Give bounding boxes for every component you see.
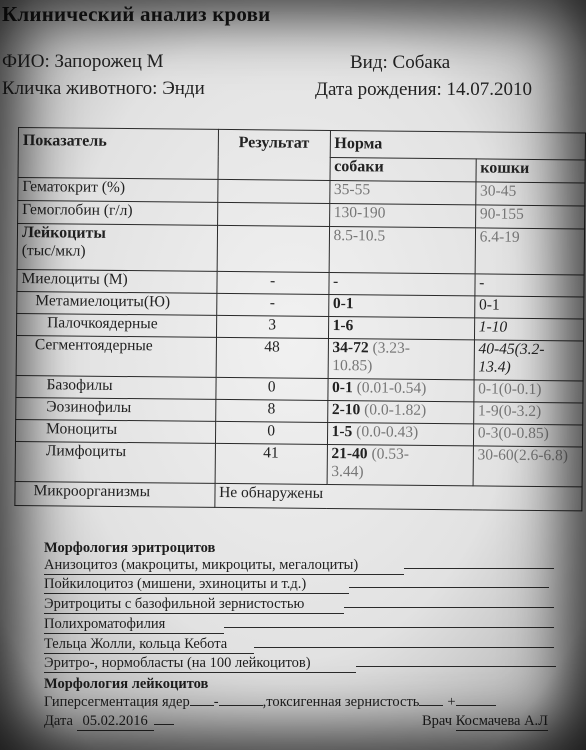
row-norm-dogs (327, 444, 473, 485)
norm-dogs-main: 0-1 (331, 379, 353, 397)
pet-name-row (2, 78, 205, 100)
norm-dogs-main: 34-72 (332, 339, 369, 357)
row-norm-cats: 1-9(0-3.2) (473, 402, 583, 425)
row-name: Гемоглобин (г/л) (18, 201, 218, 226)
doctor-label: Врач (422, 713, 453, 729)
norm-dogs-abs: (3.23- (372, 339, 411, 357)
morph-line: Полихроматофилия (44, 616, 554, 634)
species-row (350, 52, 450, 74)
row-result: Не обнаружены (214, 483, 582, 511)
owner-value: Запорожец М (54, 51, 164, 72)
dob-value: 14.07.2010 (446, 79, 532, 100)
date-label: Дата (44, 713, 73, 729)
row-norm-cats: 0-3(0-0.85) (473, 424, 583, 447)
header-dogs: собаки (330, 157, 476, 181)
table-row (17, 224, 584, 275)
row-name-unit: (тыс/мкл) (21, 242, 86, 260)
row-result: 0 (216, 377, 328, 400)
row-result: 0 (215, 421, 327, 444)
row-name: Эозинофилы (16, 397, 216, 421)
row-norm-cats: 1-10 (474, 318, 584, 341)
norm-cats-main: 40-45(3.2- (478, 340, 545, 359)
row-name: Метамиелоциты(Ю) (17, 291, 217, 315)
morph-line: Эритроциты с базофильной зернистостью (44, 596, 554, 614)
norm-dogs-main: 21-40 (331, 445, 368, 463)
row-norm-dogs: - (328, 272, 474, 295)
wbc-morphology-title: Морфология лейкоцитов (44, 676, 209, 692)
row-name-main: Лейкоциты (21, 224, 107, 242)
table-row (15, 441, 582, 486)
norm-dogs-abs: (0.0-1.82) (364, 401, 427, 419)
date-row (44, 713, 174, 731)
date-value: 05.02.2016 (77, 713, 154, 731)
row-norm-dogs (327, 422, 473, 445)
species-label: Вид: (350, 52, 388, 73)
row-name: Моноциты (15, 419, 215, 443)
row-result (217, 179, 329, 203)
header-cats: кошки (476, 159, 586, 183)
norm-dogs-main: 2-10 (331, 401, 361, 419)
toxic-value: + (447, 694, 456, 710)
row-norm-dogs: 35-55 (329, 180, 475, 204)
results-table (14, 127, 586, 511)
table-row (15, 481, 582, 510)
row-norm-cats: 0-1 (474, 296, 584, 319)
doctor-name: Космачева А.Л (455, 713, 549, 729)
table-row (16, 335, 583, 380)
row-norm-cats (474, 340, 584, 381)
report-title: Клинический анализ крови (2, 2, 271, 26)
morph-line: Тельца Жолли, кольца Кебота (44, 636, 554, 654)
row-norm-dogs: 0-1 (328, 294, 474, 317)
dob-label: Дата рождения: (315, 79, 442, 100)
row-result: 41 (215, 443, 327, 484)
row-name (17, 224, 217, 272)
header-result: Результат (218, 129, 330, 180)
row-norm-dogs: 1-6 (328, 316, 474, 339)
row-name: Гематокрит (%) (18, 178, 218, 203)
pet-name-value: Энди (162, 78, 205, 99)
morph-line: Пойкилоцитоз (мишени, эхиноциты и т.д.) (44, 576, 549, 594)
row-result: - (216, 293, 328, 316)
owner-label: ФИО: (2, 51, 50, 72)
header-norm: Норма (330, 130, 586, 159)
row-norm-cats: 6.4-19 (475, 228, 585, 275)
header-indicator: Показатель (18, 128, 218, 180)
row-name: Микроорганизмы (15, 481, 215, 507)
row-name: Палочкоядерные (16, 313, 216, 337)
row-name: Миелоциты (М) (17, 269, 217, 293)
table-header-row (18, 128, 585, 160)
pet-name-label: Кличка животного: (2, 78, 158, 99)
row-norm-dogs (328, 338, 474, 379)
row-result: 8 (215, 399, 327, 422)
morph-line: Анизоцитоз (макроциты, микроциты, мегалоциты) (44, 557, 554, 575)
row-norm-cats: 30-60(2.6-6.8) (473, 446, 583, 487)
doctor-row (422, 713, 548, 731)
row-result: - (217, 271, 329, 294)
row-name: Сегментоядерные (16, 335, 216, 377)
row-norm-dogs (327, 400, 473, 423)
norm-dogs-main: 1-5 (331, 423, 353, 441)
norm-dogs-abs: (0.53- (371, 445, 410, 463)
hyperseg-label: Гиперсегментация ядер (44, 694, 190, 710)
dob-row (315, 79, 532, 101)
row-norm-cats: 0-1(0-0.1) (474, 380, 584, 403)
row-result (217, 202, 329, 226)
row-norm-cats: - (475, 274, 585, 297)
hypersegmentation-row (44, 694, 496, 711)
owner-row (2, 51, 164, 73)
hyperseg-value: - (213, 694, 219, 710)
row-result (217, 225, 329, 272)
row-norm-dogs: 8.5-10.5 (329, 226, 476, 273)
row-norm-cats: 30-45 (475, 182, 585, 206)
row-result: 48 (216, 337, 328, 378)
morph-line: Эритро-, нормобласты (на 100 лейкоцитов) (44, 655, 556, 673)
norm-dogs-abs: (0.0-0.43) (356, 423, 419, 441)
row-norm-cats: 90-155 (475, 205, 585, 229)
norm-cats-cont: 13.4) (478, 358, 511, 376)
norm-dogs-abs: (0.01-0.54) (356, 379, 427, 397)
toxic-label: ,токсигенная зернистость (262, 694, 420, 710)
species-value: Собака (392, 52, 451, 73)
rbc-morphology-title: Морфология эритроцитов (44, 540, 216, 556)
row-norm-dogs: 130-190 (329, 203, 475, 227)
norm-dogs-abs-cont: 10.85) (332, 357, 373, 375)
row-result: 3 (216, 315, 328, 338)
row-norm-dogs (327, 378, 473, 401)
norm-dogs-abs-cont: 3.44) (331, 463, 364, 481)
row-name: Лимфоциты (15, 441, 215, 483)
row-name: Базофилы (16, 375, 216, 399)
